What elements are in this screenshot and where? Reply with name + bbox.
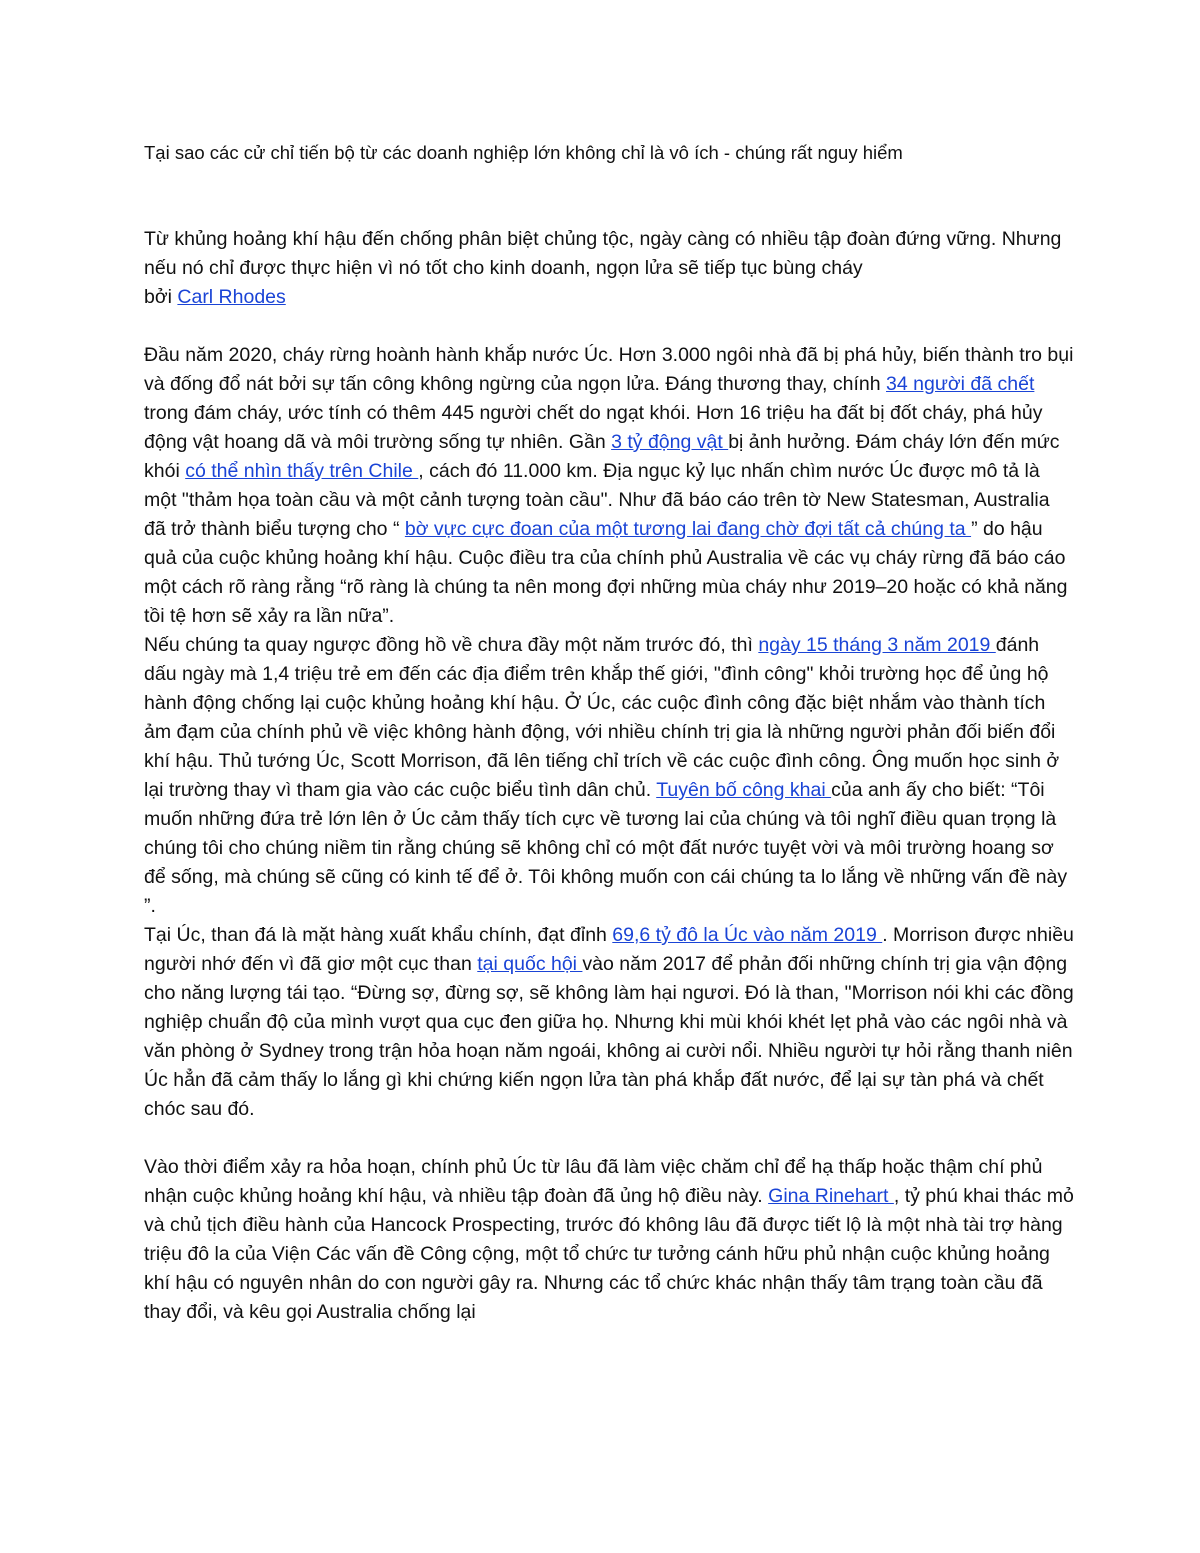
byline [144, 283, 1074, 312]
link-extreme-edge[interactable]: bờ vực cực đoan của một tương lai đang chờ đợi tất cả chúng ta [404, 518, 972, 540]
document-page [144, 138, 1074, 1327]
spacer [144, 312, 1074, 341]
para-text: trong đám cháy, ước tính có thêm 445 người chết do ngạt khói. Hơn 16 triệu ha đất bị đốt cháy, phá hủy động vật hoang dã và môi trường sống tự nhiên. Gần [144, 402, 1043, 453]
para-text: . Morrison được nhiều người nhớ đến vì đã giơ một cục than [144, 924, 1074, 975]
article-subtitle: Từ khủng hoảng khí hậu đến chống phân biệt chủng tộc, ngày càng có nhiều tập đoàn đứng vững. Nhưng nếu nó chỉ được thực hiện vì nó tốt cho kinh doanh, ngọn lửa sẽ tiếp tục bùng cháy [144, 228, 1062, 279]
para-text: , cách đó 11.000 km. Địa ngục kỷ lục nhấn chìm nước Úc được mô tả là một "thảm họa toàn cầu và một cảnh tượng toàn cầu". Như đã báo cáo trên tờ New Statesman, Australia đã trở thành biểu tượng cho “ [144, 460, 1050, 540]
link-public-statement[interactable]: Tuyên bố công khai [656, 779, 832, 801]
para-text: bị ảnh hưởng. Đám cháy lớn đến mức khói [144, 431, 1060, 482]
para-text: Tại Úc, than đá là mặt hàng xuất khẩu chính, đạt đỉnh [144, 924, 613, 946]
link-parliament[interactable]: tại quốc hội [477, 953, 583, 975]
para-text: của anh ấy cho biết: “Tôi muốn những đứa trẻ lớn lên ở Úc cảm thấy tích cực về tương lai của chúng và tôi nghĩ điều quan trọng là chúng tôi cho chúng niềm tin rằng chúng sẽ không chỉ có một đất nước tuyệt vời và môi trường hoang sơ để sống, mà chúng sẽ cũng có kinh tế để ở. Tôi không muốn con cái chúng ta lo lắng về những vấn đề này ”. [144, 779, 1068, 917]
paragraph-bushfires [144, 341, 1074, 631]
spacer [144, 167, 1074, 225]
article-title: Tại sao các cử chỉ tiến bộ từ các doanh nghiệp lớn không chỉ là vô ích - chúng rất nguy hiểm [144, 142, 903, 163]
paragraph-denial [144, 1153, 1074, 1327]
link-visible-in-chile[interactable]: có thể nhìn thấy trên Chile [185, 460, 419, 482]
para-text: vào năm 2017 để phản đối những chính trị gia vận động cho năng lượng tái tạo. “Đừng sợ, đừng sợ, sẽ không làm hại ngươi. Đó là than, "Morrison nói khi các đồng nghiệp chuẩn độ của mình vượt qua cục đen giữa họ. Nhưng khi mùi khói khét lẹt phả vào các ngôi nhà và văn phòng ở Sydney trong trận hỏa hoạn năm ngoái, không ai cười nổi. Nhiều người tự hỏi rằng thanh niên Úc hẳn đã cảm thấy lo lắng gì khi chứng kiến ngọn lửa tàn phá khắp đất nước, để lại sự tàn phá và chết chóc sau đó. [144, 953, 1074, 1120]
para-text: ” do hậu quả của cuộc khủng hoảng khí hậu. Cuộc điều tra của chính phủ Australia về các vụ cháy rừng đã báo cáo một cách rõ ràng rằng “rõ ràng là chúng ta nên mong đợi những mùa cháy như 2019–20 hoặc có khả năng tồi tệ hơn sẽ xảy ra lần nữa”. [144, 518, 1068, 627]
para-text: Nếu chúng ta quay ngược đồng hồ về chưa đầy một năm trước đó, thì [144, 634, 759, 656]
paragraph-coal [144, 921, 1074, 1124]
link-34-deaths[interactable]: 34 người đã chết [886, 373, 1035, 395]
paragraph-school-strike [144, 631, 1074, 921]
para-text: , tỷ phú khai thác mỏ và chủ tịch điều hành của Hancock Prospecting, trước đó không lâu đã được tiết lộ là một nhà tài trợ hàng triệu đô la của Viện Các vấn đề Công cộng, một tổ chức tư tưởng cánh hữu phủ nhận cuộc khủng hoảng khí hậu có nguyên nhân do con người gây ra. Nhưng các tổ chức khác nhận thấy tâm trạng toàn cầu đã thay đổi, và kêu gọi Australia chống lại [144, 1185, 1074, 1323]
byline-prefix: bởi [144, 286, 178, 308]
link-3-billion-animals[interactable]: 3 tỷ động vật [611, 431, 729, 453]
spacer [144, 1124, 1074, 1153]
link-gina-rinehart[interactable]: Gina Rinehart [768, 1185, 894, 1207]
author-link[interactable]: Carl Rhodes [177, 286, 286, 308]
para-text: đánh dấu ngày mà 1,4 triệu trẻ em đến các địa điểm trên khắp thế giới, "đình công" khỏi trường học để ủng hộ hành động chống lại cuộc khủng hoảng khí hậu. Ở Úc, các cuộc đình công đặc biệt nhắm vào thành tích ảm đạm của chính phủ về việc không hành động, với nhiều chính trị gia là những người phản đối biến đổi khí hậu. Thủ tướng Úc, Scott Morrison, đã lên tiếng chỉ trích về các cuộc đình công. Ông muốn học sinh ở lại trường thay vì tham gia vào các cuộc biểu tình dân chủ. [144, 634, 1060, 801]
link-march-15-2019[interactable]: ngày 15 tháng 3 năm 2019 [758, 634, 996, 656]
para-text: Đầu năm 2020, cháy rừng hoành hành khắp nước Úc. Hơn 3.000 ngôi nhà đã bị phá hủy, biến thành tro bụi và đống đổ nát bởi sự tấn công không ngừng của ngọn lửa. Đáng thương thay, chính [144, 344, 1074, 395]
link-coal-exports[interactable]: 69,6 tỷ đô la Úc vào năm 2019 [612, 924, 883, 946]
para-text: Vào thời điểm xảy ra hỏa hoạn, chính phủ Úc từ lâu đã làm việc chăm chỉ để hạ thấp hoặc thậm chí phủ nhận cuộc khủng hoảng khí hậu, và nhiều tập đoàn đã ủng hộ điều này. [144, 1156, 1043, 1207]
